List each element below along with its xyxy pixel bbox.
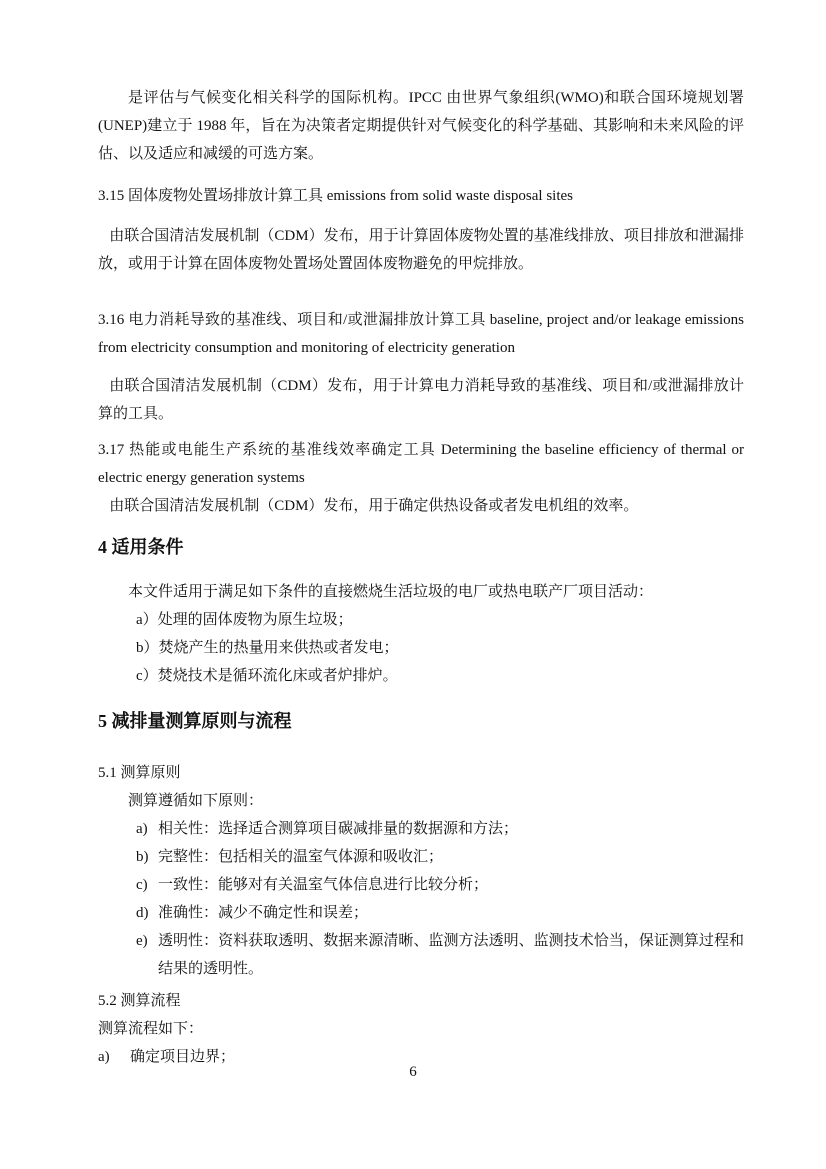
principle-item-b	[136, 843, 744, 871]
principle-text-b: 完整性：包括相关的温室气体源和吸收汇；	[158, 849, 444, 865]
principle-marker-e: e)	[136, 933, 148, 949]
term-body-3-15: 由联合国清洁发展机制（CDM）发布，用于计算固体废物处置的基准线排放、项目排放和泄漏排放，或用于计算在固体废物处置场处置固体废物避免的甲烷排放。	[98, 228, 744, 272]
section-5-1	[98, 759, 744, 983]
section-4-body	[98, 578, 744, 690]
section-4-item-a: a）处理的固体废物为原生垃圾；	[136, 612, 353, 628]
chapter-heading-4: 4 适用条件	[98, 537, 184, 557]
term-section-3-17	[98, 436, 744, 520]
principles-list	[136, 815, 744, 983]
subsection-5-1-lead: 测算遵循如下原则：	[128, 793, 264, 809]
section-4-lead: 本文件适用于满足如下条件的直接燃烧生活垃圾的电厂或热电联产厂项目活动：	[128, 584, 654, 600]
principle-marker-d: d)	[136, 905, 149, 921]
step-text-a: 确定项目边界；	[130, 1049, 236, 1065]
section-4-list	[98, 606, 744, 690]
principle-item-e	[136, 927, 744, 983]
principle-item-a	[136, 815, 744, 843]
principle-item-c	[136, 871, 744, 899]
chapter-heading-5: 5 减排量测算原则与流程	[98, 711, 292, 731]
section-4-item-b: b）焚烧产生的热量用来供热或者发电；	[136, 640, 399, 656]
principle-marker-a: a)	[136, 821, 148, 837]
subsection-5-2-lead: 测算流程如下：	[98, 1021, 204, 1037]
principle-text-c: 一致性：能够对有关温室气体信息进行比较分析；	[158, 877, 489, 893]
term-heading-3-17: 3.17 热能或电能生产系统的基准线效率确定工具 Determining the baseline efficiency of thermal or electric energy generation systems	[98, 442, 744, 486]
subsection-5-2-heading: 5.2 测算流程	[98, 993, 181, 1009]
page-number: 6	[409, 1064, 417, 1080]
term-heading-3-16: 3.16 电力消耗导致的基准线、项目和/或泄漏排放计算工具 baseline, project and/or leakage emissions from electricity consumption and monitoring of electricity generation	[98, 312, 744, 356]
subsection-5-1-heading: 5.1 测算原则	[98, 765, 181, 781]
principle-text-d: 准确性：减少不确定性和误差；	[158, 905, 369, 921]
principle-marker-b: b)	[136, 849, 149, 865]
principle-text-a: 相关性：选择适合测算项目碳减排量的数据源和方法；	[158, 821, 519, 837]
term-section-3-15	[98, 182, 744, 278]
term-section-3-16	[98, 306, 744, 428]
principle-item-d	[136, 899, 744, 927]
principle-marker-c: c)	[136, 877, 148, 893]
intro-paragraph: 是评估与气候变化相关科学的国际机构。IPCC 由世界气象组织(WMO)和联合国环境规划署(UNEP)建立于 1988 年，旨在为决策者定期提供针对气候变化的科学基础、其影响和未来风险的评估、以及适应和减缓的可选方案。	[98, 90, 744, 162]
term-body-3-16: 由联合国清洁发展机制（CDM）发布，用于计算电力消耗导致的基准线、项目和/或泄漏排放计算的工具。	[98, 378, 744, 422]
step-marker-a: a)	[98, 1049, 110, 1065]
term-body-3-17: 由联合国清洁发展机制（CDM）发布，用于确定供热设备或者发电机组的效率。	[109, 498, 639, 514]
section-4-item-c: c）焚烧技术是循环流化床或者炉排炉。	[136, 668, 398, 684]
principle-text-e: 透明性：资料获取透明、数据来源清晰、监测方法透明、监测技术恰当，保证测算过程和结果的透明性。	[158, 933, 744, 977]
term-heading-3-15: 3.15 固体废物处置场排放计算工具 emissions from solid waste disposal sites	[98, 188, 573, 204]
